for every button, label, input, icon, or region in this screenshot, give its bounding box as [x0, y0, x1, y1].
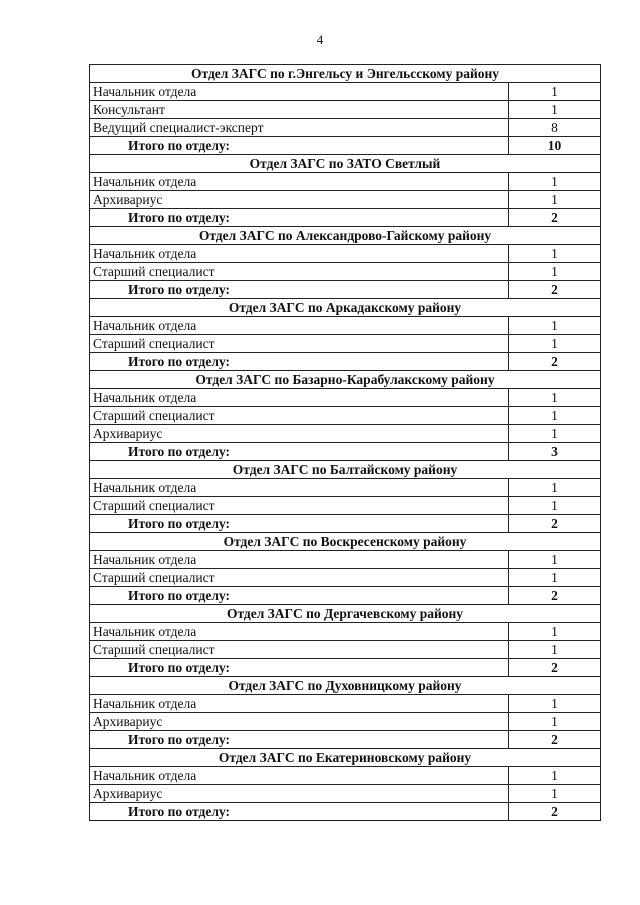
- position-cell: Старший специалист: [90, 641, 509, 659]
- total-label: Итого по отделу:: [90, 443, 509, 461]
- table-row: [90, 119, 601, 137]
- table-row: [90, 479, 601, 497]
- table-row: [90, 551, 601, 569]
- count-cell: 1: [509, 407, 601, 425]
- count-cell: 1: [509, 317, 601, 335]
- position-cell: Старший специалист: [90, 263, 509, 281]
- count-cell: 1: [509, 173, 601, 191]
- department-total-row: [90, 209, 601, 227]
- department-title: Отдел ЗАГС по Воскресенскому району: [90, 533, 601, 551]
- count-cell: 1: [509, 695, 601, 713]
- total-value: 10: [509, 137, 601, 155]
- total-label: Итого по отделу:: [90, 209, 509, 227]
- total-label: Итого по отделу:: [90, 803, 509, 821]
- department-total-row: [90, 515, 601, 533]
- department-title: Отдел ЗАГС по Дергачевскому району: [90, 605, 601, 623]
- department-header: [90, 65, 601, 83]
- department-total-row: [90, 803, 601, 821]
- department-header: [90, 299, 601, 317]
- count-cell: 1: [509, 101, 601, 119]
- count-cell: 1: [509, 623, 601, 641]
- table-row: [90, 641, 601, 659]
- position-cell: Начальник отдела: [90, 83, 509, 101]
- count-cell: 1: [509, 425, 601, 443]
- position-cell: Архивариус: [90, 191, 509, 209]
- position-cell: Старший специалист: [90, 407, 509, 425]
- count-cell: 1: [509, 767, 601, 785]
- count-cell: 1: [509, 641, 601, 659]
- department-header: [90, 677, 601, 695]
- total-value: 2: [509, 209, 601, 227]
- count-cell: 1: [509, 191, 601, 209]
- department-total-row: [90, 281, 601, 299]
- total-value: 2: [509, 731, 601, 749]
- position-cell: Начальник отдела: [90, 551, 509, 569]
- table-row: [90, 425, 601, 443]
- count-cell: 1: [509, 785, 601, 803]
- table-row: [90, 191, 601, 209]
- total-label: Итого по отделу:: [90, 281, 509, 299]
- department-title: Отдел ЗАГС по г.Энгельсу и Энгельсскому району: [90, 65, 601, 83]
- department-total-row: [90, 353, 601, 371]
- position-cell: Начальник отдела: [90, 623, 509, 641]
- total-label: Итого по отделу:: [90, 353, 509, 371]
- department-title: Отдел ЗАГС по Александрово-Гайскому району: [90, 227, 601, 245]
- position-cell: Начальник отдела: [90, 389, 509, 407]
- department-title: Отдел ЗАГС по Екатериновскому району: [90, 749, 601, 767]
- count-cell: 1: [509, 83, 601, 101]
- position-cell: Консультант: [90, 101, 509, 119]
- table-row: [90, 263, 601, 281]
- count-cell: 1: [509, 551, 601, 569]
- table-row: [90, 245, 601, 263]
- position-cell: Начальник отдела: [90, 245, 509, 263]
- total-label: Итого по отделу:: [90, 659, 509, 677]
- department-header: [90, 749, 601, 767]
- table-row: [90, 713, 601, 731]
- table-row: [90, 389, 601, 407]
- department-header: [90, 461, 601, 479]
- position-cell: Архивариус: [90, 785, 509, 803]
- department-title: Отдел ЗАГС по Аркадакскому району: [90, 299, 601, 317]
- table-row: [90, 173, 601, 191]
- count-cell: 1: [509, 389, 601, 407]
- position-cell: Ведущий специалист-эксперт: [90, 119, 509, 137]
- position-cell: Архивариус: [90, 713, 509, 731]
- department-header: [90, 605, 601, 623]
- count-cell: 1: [509, 263, 601, 281]
- total-label: Итого по отделу:: [90, 731, 509, 749]
- department-header: [90, 371, 601, 389]
- total-value: 2: [509, 515, 601, 533]
- department-header: [90, 533, 601, 551]
- position-cell: Старший специалист: [90, 335, 509, 353]
- table-row: [90, 497, 601, 515]
- count-cell: 1: [509, 479, 601, 497]
- department-title: Отдел ЗАГС по Балтайскому району: [90, 461, 601, 479]
- department-header: [90, 227, 601, 245]
- total-label: Итого по отделу:: [90, 587, 509, 605]
- department-title: Отдел ЗАГС по Базарно-Карабулакскому району: [90, 371, 601, 389]
- total-value: 2: [509, 281, 601, 299]
- department-total-row: [90, 137, 601, 155]
- staffing-table-body: [90, 65, 601, 821]
- position-cell: Архивариус: [90, 425, 509, 443]
- position-cell: Начальник отдела: [90, 317, 509, 335]
- table-row: [90, 335, 601, 353]
- table-row: [90, 569, 601, 587]
- total-value: 2: [509, 803, 601, 821]
- department-total-row: [90, 731, 601, 749]
- position-cell: Начальник отдела: [90, 479, 509, 497]
- position-cell: Старший специалист: [90, 569, 509, 587]
- table-row: [90, 623, 601, 641]
- total-value: 2: [509, 353, 601, 371]
- total-label: Итого по отделу:: [90, 515, 509, 533]
- total-value: 2: [509, 587, 601, 605]
- table-row: [90, 695, 601, 713]
- department-total-row: [90, 443, 601, 461]
- position-cell: Начальник отдела: [90, 767, 509, 785]
- count-cell: 8: [509, 119, 601, 137]
- page-number: 4: [316, 32, 324, 47]
- table-row: [90, 101, 601, 119]
- department-title: Отдел ЗАГС по ЗАТО Светлый: [90, 155, 601, 173]
- total-value: 2: [509, 659, 601, 677]
- count-cell: 1: [509, 335, 601, 353]
- table-row: [90, 317, 601, 335]
- count-cell: 1: [509, 497, 601, 515]
- total-value: 3: [509, 443, 601, 461]
- department-title: Отдел ЗАГС по Духовницкому району: [90, 677, 601, 695]
- staffing-table: [89, 64, 601, 821]
- department-total-row: [90, 659, 601, 677]
- department-header: [90, 155, 601, 173]
- total-label: Итого по отделу:: [90, 137, 509, 155]
- count-cell: 1: [509, 713, 601, 731]
- position-cell: Начальник отдела: [90, 695, 509, 713]
- count-cell: 1: [509, 569, 601, 587]
- table-row: [90, 407, 601, 425]
- table-row: [90, 83, 601, 101]
- position-cell: Старший специалист: [90, 497, 509, 515]
- position-cell: Начальник отдела: [90, 173, 509, 191]
- table-row: [90, 785, 601, 803]
- department-total-row: [90, 587, 601, 605]
- table-row: [90, 767, 601, 785]
- count-cell: 1: [509, 245, 601, 263]
